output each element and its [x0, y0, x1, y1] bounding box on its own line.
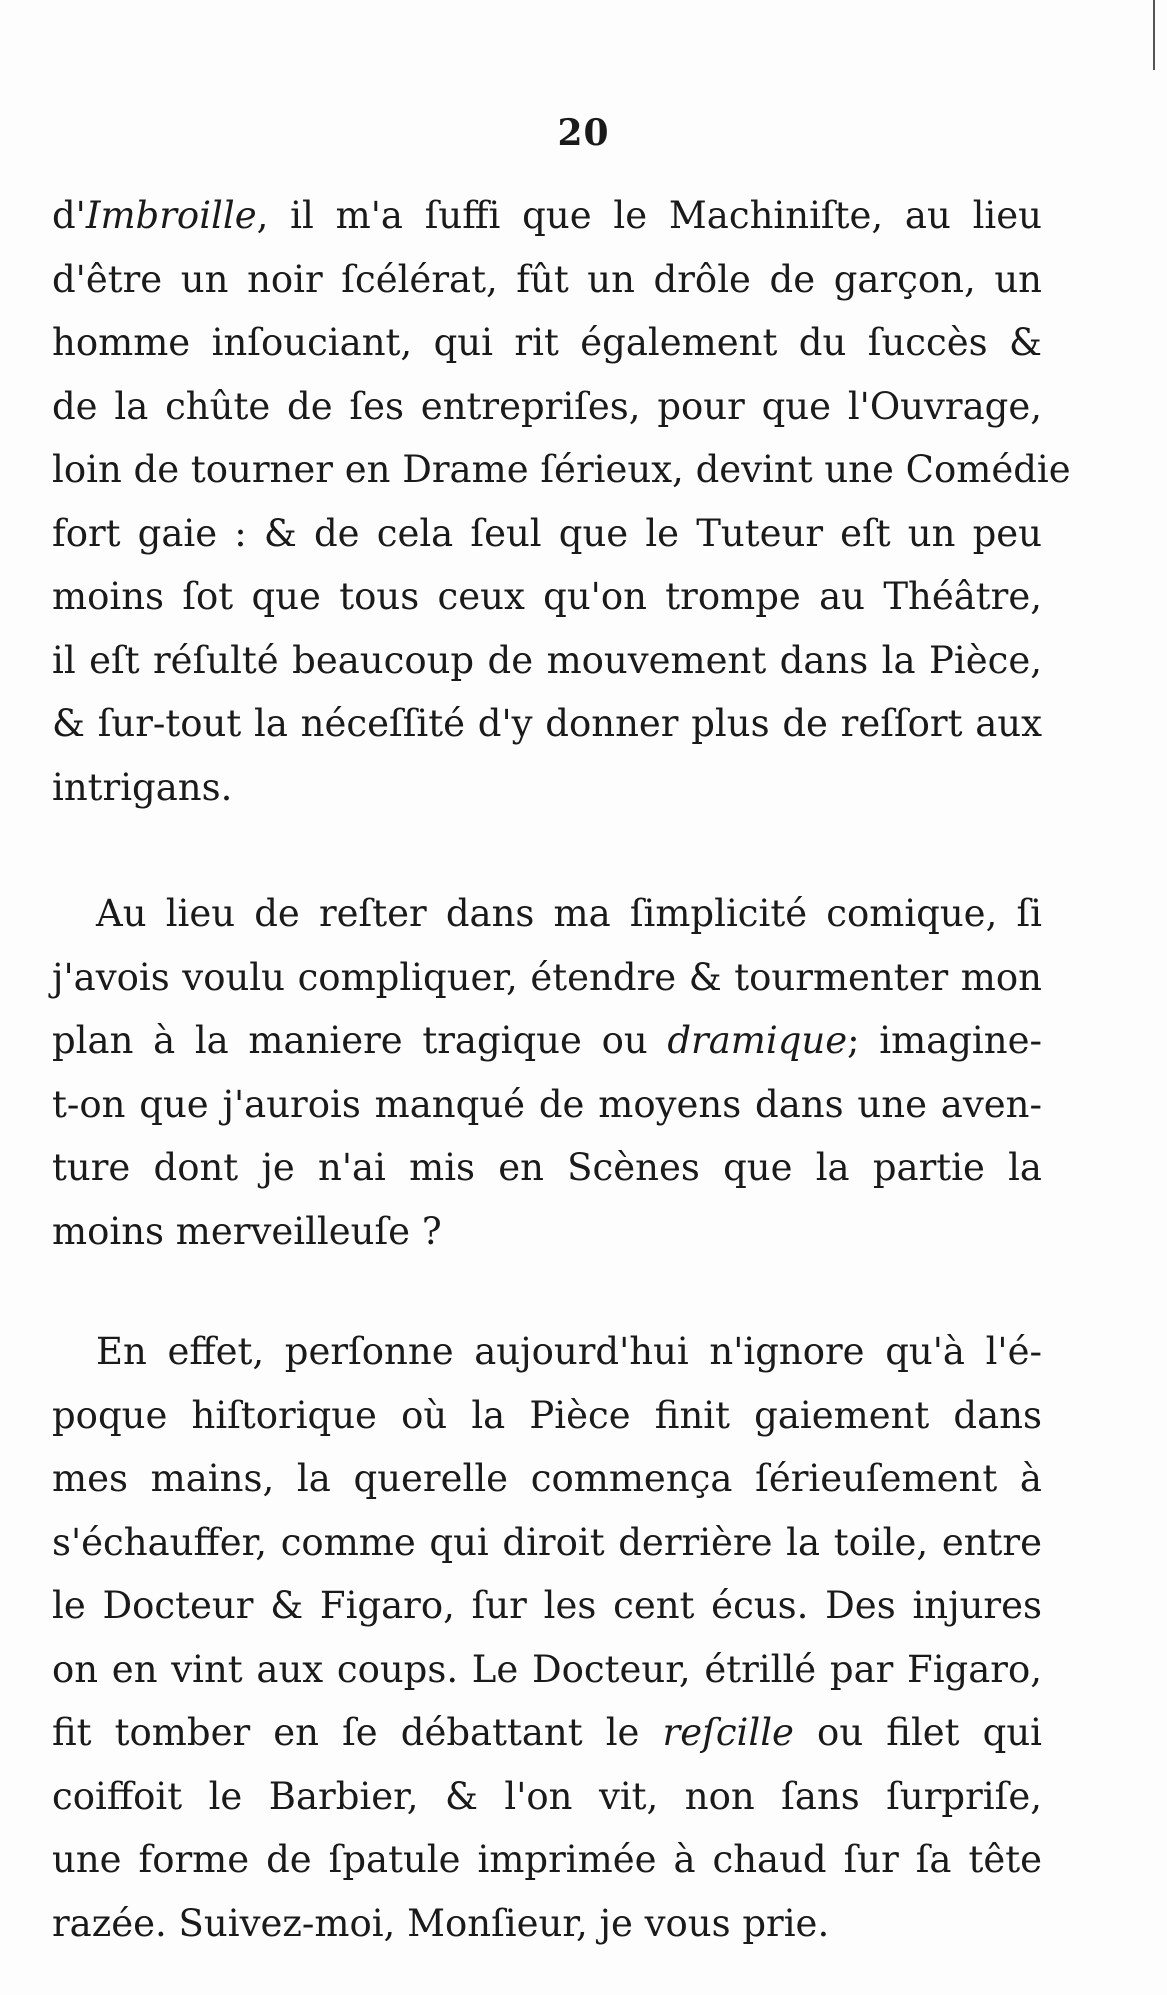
italic-segment: dramique [667, 1019, 848, 1062]
text-segment: poque hiſtorique où la Pièce finit gaiement dans [52, 1393, 1042, 1437]
text-line [52, 1200, 1042, 1264]
text-line [52, 248, 1042, 312]
text-segment: de la chûte de ſes entrepriſes, pour que l'Ouvrage, [52, 384, 1042, 428]
text-line [52, 946, 1042, 1010]
text-line [52, 629, 1042, 693]
text-line [52, 375, 1042, 439]
text-line [52, 311, 1042, 375]
text-segment: ture dont je n'ai mis en Scènes que la partie la [52, 1146, 1042, 1189]
text-line [52, 184, 1042, 248]
text-segment: une forme de ſpatule imprimée à chaud ſur ſa tête [52, 1838, 1042, 1881]
text-line [52, 756, 1042, 820]
text-line [52, 1136, 1042, 1200]
text-line [52, 692, 1042, 756]
text-segment: on en vint aux coups. Le Docteur, étrillé par Figaro, [52, 1647, 1042, 1691]
text-segment: coiffoit le Barbier, & l'on vit, non ſans ſurpriſe, [52, 1774, 1042, 1818]
paragraph-3 [52, 1320, 1042, 1955]
text-line [52, 1892, 1042, 1956]
text-segment: ; imagine- [847, 1019, 1042, 1062]
text-line [52, 1765, 1042, 1829]
text-segment: il eſt réſulté beaucoup de mouvement dans la Pièce, [52, 638, 1042, 682]
text-segment: plan à la maniere tragique ou [52, 1019, 668, 1062]
text-segment: ou filet qui [793, 1711, 1042, 1754]
text-segment: fort gaie : & de cela ſeul que le Tuteur eſt un peu [52, 511, 1042, 555]
text-segment: le Docteur & Figaro, ſur les cent écus. Des injures [52, 1584, 1042, 1627]
text-segment: moins ſot que tous ceux qu'on trompe au Théâtre, [52, 575, 1042, 618]
text-segment: , il m'a ſuffi que le Machiniſte, au lieu [256, 194, 1042, 237]
paragraph-1 [52, 184, 1071, 819]
text-line [52, 1701, 1042, 1765]
text-line [52, 1511, 1042, 1575]
text-segment: fit tomber en ſe débattant le [52, 1711, 663, 1754]
text-line [52, 1638, 1042, 1702]
italic-segment: Imbroille [85, 194, 257, 237]
text-line [52, 1828, 1042, 1892]
text-segment: En effet, perſonne aujourd'hui n'ignore qu'à l'é- [96, 1330, 1042, 1373]
italic-segment: reſcille [662, 1711, 794, 1754]
text-segment: razée. Suivez-moi, Monſieur, je vous prie. [52, 1901, 830, 1945]
text-line [52, 565, 1042, 629]
text-segment: d' [52, 194, 86, 237]
text-segment: loin de tourner en Drame ſérieux, devint une Comédie [52, 448, 1071, 491]
text-line [52, 1073, 1042, 1137]
paragraph-2 [52, 882, 1042, 1263]
text-segment: Au lieu de reſter dans ma ſimplicité comique, ſi [96, 892, 1042, 935]
text-line [52, 502, 1042, 566]
page-number: 20 [557, 112, 610, 154]
text-segment: t-on que j'aurois manqué de moyens dans une aven- [52, 1082, 1042, 1126]
text-segment: d'être un noir ſcélérat, fût un drôle de garçon, un [52, 257, 1042, 301]
text-line [52, 1009, 1042, 1073]
text-segment: s'échauffer, comme qui diroit derrière la toile, entre [52, 1520, 1042, 1564]
text-segment: j'avois voulu compliquer, étendre & tourmenter mon [52, 955, 1042, 999]
text-line [52, 1320, 1042, 1384]
text-line [52, 1574, 1042, 1638]
text-line [52, 882, 1042, 946]
text-line [52, 438, 1071, 502]
text-segment: intrigans. [52, 765, 233, 809]
text-line [52, 1447, 1042, 1511]
text-segment: mes mains, la querelle commença ſérieuſement à [52, 1457, 1042, 1500]
text-segment: & ſur-tout la néceſſité d'y donner plus de reſſort aux [52, 702, 1042, 745]
text-line [52, 1384, 1042, 1448]
page-edge-mark [1153, 0, 1155, 70]
text-segment: homme inſouciant, qui rit également du ſuccès & [52, 321, 1042, 364]
text-segment: moins merveilleuſe ? [52, 1209, 442, 1253]
